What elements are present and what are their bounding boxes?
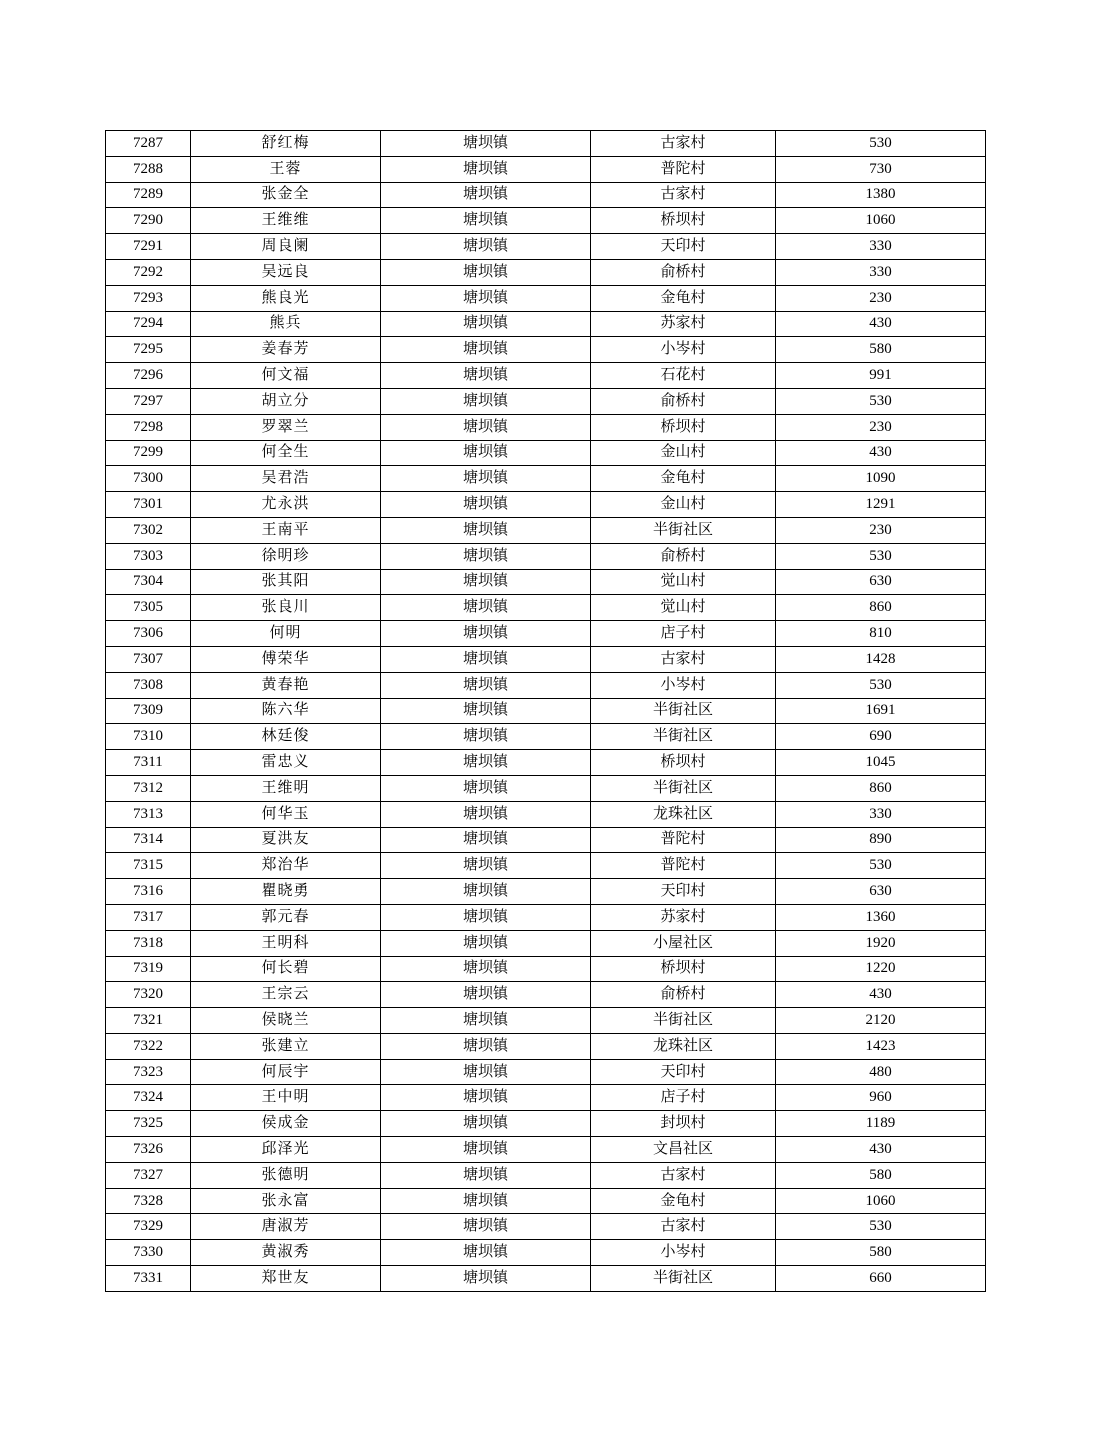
id-cell: 7309: [106, 698, 191, 724]
name-cell: 侯成金: [191, 1111, 381, 1137]
id-cell: 7290: [106, 208, 191, 234]
id-cell: 7303: [106, 543, 191, 569]
id-cell: 7320: [106, 982, 191, 1008]
town-cell: 塘坝镇: [381, 827, 591, 853]
id-cell: 7292: [106, 259, 191, 285]
amount-cell: 430: [776, 311, 986, 337]
name-cell: 王蓉: [191, 156, 381, 182]
id-cell: 7314: [106, 827, 191, 853]
village-cell: 半街社区: [591, 724, 776, 750]
amount-cell: 960: [776, 1085, 986, 1111]
table-row: [106, 982, 986, 1008]
id-cell: 7323: [106, 1059, 191, 1085]
amount-cell: 1060: [776, 1188, 986, 1214]
village-cell: 石花村: [591, 363, 776, 389]
table-row: [106, 1137, 986, 1163]
village-cell: 半街社区: [591, 775, 776, 801]
amount-cell: 1291: [776, 492, 986, 518]
town-cell: 塘坝镇: [381, 1033, 591, 1059]
name-cell: 陈六华: [191, 698, 381, 724]
id-cell: 7299: [106, 440, 191, 466]
table-row: [106, 1085, 986, 1111]
amount-cell: 2120: [776, 1008, 986, 1034]
village-cell: 觉山村: [591, 595, 776, 621]
town-cell: 塘坝镇: [381, 285, 591, 311]
amount-cell: 991: [776, 363, 986, 389]
name-cell: 张良川: [191, 595, 381, 621]
amount-cell: 580: [776, 337, 986, 363]
town-cell: 塘坝镇: [381, 1111, 591, 1137]
table-row: [106, 750, 986, 776]
village-cell: 金龟村: [591, 1188, 776, 1214]
town-cell: 塘坝镇: [381, 982, 591, 1008]
name-cell: 何长碧: [191, 956, 381, 982]
id-cell: 7317: [106, 904, 191, 930]
village-cell: 半街社区: [591, 1008, 776, 1034]
amount-cell: 530: [776, 1214, 986, 1240]
name-cell: 尤永洪: [191, 492, 381, 518]
town-cell: 塘坝镇: [381, 646, 591, 672]
amount-cell: 330: [776, 259, 986, 285]
town-cell: 塘坝镇: [381, 1085, 591, 1111]
table-row: [106, 775, 986, 801]
id-cell: 7287: [106, 131, 191, 157]
id-cell: 7302: [106, 517, 191, 543]
name-cell: 徐明珍: [191, 543, 381, 569]
roster-table: [105, 130, 986, 1292]
village-cell: 桥坝村: [591, 208, 776, 234]
name-cell: 姜春芳: [191, 337, 381, 363]
village-cell: 苏家村: [591, 311, 776, 337]
amount-cell: 630: [776, 879, 986, 905]
name-cell: 黄春艳: [191, 672, 381, 698]
town-cell: 塘坝镇: [381, 1266, 591, 1292]
town-cell: 塘坝镇: [381, 440, 591, 466]
town-cell: 塘坝镇: [381, 853, 591, 879]
id-cell: 7288: [106, 156, 191, 182]
id-cell: 7328: [106, 1188, 191, 1214]
village-cell: 古家村: [591, 1162, 776, 1188]
table-row: [106, 440, 986, 466]
village-cell: 小岑村: [591, 1240, 776, 1266]
table-row: [106, 208, 986, 234]
name-cell: 何文福: [191, 363, 381, 389]
town-cell: 塘坝镇: [381, 801, 591, 827]
amount-cell: 530: [776, 388, 986, 414]
table-row: [106, 621, 986, 647]
name-cell: 王维明: [191, 775, 381, 801]
id-cell: 7316: [106, 879, 191, 905]
name-cell: 王维维: [191, 208, 381, 234]
name-cell: 郑治华: [191, 853, 381, 879]
id-cell: 7322: [106, 1033, 191, 1059]
amount-cell: 580: [776, 1240, 986, 1266]
town-cell: 塘坝镇: [381, 363, 591, 389]
id-cell: 7301: [106, 492, 191, 518]
town-cell: 塘坝镇: [381, 131, 591, 157]
id-cell: 7310: [106, 724, 191, 750]
id-cell: 7304: [106, 569, 191, 595]
village-cell: 小岑村: [591, 672, 776, 698]
village-cell: 俞桥村: [591, 982, 776, 1008]
table-row: [106, 1033, 986, 1059]
amount-cell: 530: [776, 543, 986, 569]
name-cell: 何全生: [191, 440, 381, 466]
town-cell: 塘坝镇: [381, 337, 591, 363]
village-cell: 龙珠社区: [591, 1033, 776, 1059]
town-cell: 塘坝镇: [381, 750, 591, 776]
name-cell: 何明: [191, 621, 381, 647]
table-row: [106, 956, 986, 982]
table-row: [106, 517, 986, 543]
id-cell: 7324: [106, 1085, 191, 1111]
amount-cell: 1428: [776, 646, 986, 672]
id-cell: 7313: [106, 801, 191, 827]
town-cell: 塘坝镇: [381, 956, 591, 982]
table-row: [106, 466, 986, 492]
town-cell: 塘坝镇: [381, 182, 591, 208]
id-cell: 7326: [106, 1137, 191, 1163]
id-cell: 7307: [106, 646, 191, 672]
village-cell: 半街社区: [591, 1266, 776, 1292]
id-cell: 7305: [106, 595, 191, 621]
town-cell: 塘坝镇: [381, 311, 591, 337]
amount-cell: 580: [776, 1162, 986, 1188]
village-cell: 天印村: [591, 234, 776, 260]
table-row: [106, 285, 986, 311]
name-cell: 王南平: [191, 517, 381, 543]
town-cell: 塘坝镇: [381, 208, 591, 234]
table-row: [106, 1240, 986, 1266]
id-cell: 7329: [106, 1214, 191, 1240]
table-row: [106, 414, 986, 440]
village-cell: 封坝村: [591, 1111, 776, 1137]
table-row: [106, 259, 986, 285]
village-cell: 普陀村: [591, 853, 776, 879]
town-cell: 塘坝镇: [381, 930, 591, 956]
amount-cell: 890: [776, 827, 986, 853]
id-cell: 7330: [106, 1240, 191, 1266]
village-cell: 觉山村: [591, 569, 776, 595]
village-cell: 桥坝村: [591, 414, 776, 440]
town-cell: 塘坝镇: [381, 672, 591, 698]
amount-cell: 330: [776, 801, 986, 827]
name-cell: 唐淑芳: [191, 1214, 381, 1240]
id-cell: 7311: [106, 750, 191, 776]
town-cell: 塘坝镇: [381, 724, 591, 750]
amount-cell: 860: [776, 775, 986, 801]
town-cell: 塘坝镇: [381, 1188, 591, 1214]
table-row: [106, 1188, 986, 1214]
name-cell: 张永富: [191, 1188, 381, 1214]
table-row: [106, 827, 986, 853]
id-cell: 7300: [106, 466, 191, 492]
table-row: [106, 595, 986, 621]
name-cell: 王中明: [191, 1085, 381, 1111]
table-row: [106, 904, 986, 930]
town-cell: 塘坝镇: [381, 234, 591, 260]
name-cell: 何华玉: [191, 801, 381, 827]
table-row: [106, 801, 986, 827]
id-cell: 7306: [106, 621, 191, 647]
amount-cell: 630: [776, 569, 986, 595]
name-cell: 罗翠兰: [191, 414, 381, 440]
name-cell: 傅荣华: [191, 646, 381, 672]
id-cell: 7318: [106, 930, 191, 956]
village-cell: 天印村: [591, 879, 776, 905]
town-cell: 塘坝镇: [381, 595, 591, 621]
amount-cell: 1380: [776, 182, 986, 208]
town-cell: 塘坝镇: [381, 414, 591, 440]
name-cell: 何辰宇: [191, 1059, 381, 1085]
amount-cell: 530: [776, 672, 986, 698]
name-cell: 王宗云: [191, 982, 381, 1008]
village-cell: 小屋社区: [591, 930, 776, 956]
amount-cell: 230: [776, 517, 986, 543]
name-cell: 熊良光: [191, 285, 381, 311]
amount-cell: 430: [776, 440, 986, 466]
amount-cell: 430: [776, 1137, 986, 1163]
town-cell: 塘坝镇: [381, 388, 591, 414]
amount-cell: 1220: [776, 956, 986, 982]
name-cell: 胡立分: [191, 388, 381, 414]
amount-cell: 690: [776, 724, 986, 750]
roster-table-body: [106, 131, 986, 1292]
name-cell: 邱泽光: [191, 1137, 381, 1163]
amount-cell: 1423: [776, 1033, 986, 1059]
table-row: [106, 363, 986, 389]
village-cell: 苏家村: [591, 904, 776, 930]
amount-cell: 1920: [776, 930, 986, 956]
amount-cell: 810: [776, 621, 986, 647]
village-cell: 文昌社区: [591, 1137, 776, 1163]
name-cell: 瞿晓勇: [191, 879, 381, 905]
name-cell: 张其阳: [191, 569, 381, 595]
village-cell: 古家村: [591, 182, 776, 208]
town-cell: 塘坝镇: [381, 1008, 591, 1034]
id-cell: 7298: [106, 414, 191, 440]
table-row: [106, 131, 986, 157]
id-cell: 7319: [106, 956, 191, 982]
name-cell: 周良阑: [191, 234, 381, 260]
id-cell: 7327: [106, 1162, 191, 1188]
name-cell: 张建立: [191, 1033, 381, 1059]
id-cell: 7325: [106, 1111, 191, 1137]
town-cell: 塘坝镇: [381, 517, 591, 543]
town-cell: 塘坝镇: [381, 1137, 591, 1163]
name-cell: 熊兵: [191, 311, 381, 337]
amount-cell: 1189: [776, 1111, 986, 1137]
village-cell: 古家村: [591, 131, 776, 157]
name-cell: 吴远良: [191, 259, 381, 285]
name-cell: 张金全: [191, 182, 381, 208]
amount-cell: 1090: [776, 466, 986, 492]
name-cell: 黄淑秀: [191, 1240, 381, 1266]
name-cell: 郑世友: [191, 1266, 381, 1292]
town-cell: 塘坝镇: [381, 879, 591, 905]
village-cell: 龙珠社区: [591, 801, 776, 827]
table-row: [106, 543, 986, 569]
village-cell: 普陀村: [591, 827, 776, 853]
village-cell: 俞桥村: [591, 259, 776, 285]
amount-cell: 480: [776, 1059, 986, 1085]
amount-cell: 1691: [776, 698, 986, 724]
name-cell: 郭元春: [191, 904, 381, 930]
table-row: [106, 1111, 986, 1137]
village-cell: 半街社区: [591, 517, 776, 543]
name-cell: 舒红梅: [191, 131, 381, 157]
id-cell: 7308: [106, 672, 191, 698]
village-cell: 桥坝村: [591, 750, 776, 776]
table-row: [106, 1266, 986, 1292]
village-cell: 桥坝村: [591, 956, 776, 982]
town-cell: 塘坝镇: [381, 569, 591, 595]
village-cell: 金山村: [591, 440, 776, 466]
amount-cell: 230: [776, 285, 986, 311]
town-cell: 塘坝镇: [381, 1240, 591, 1266]
town-cell: 塘坝镇: [381, 259, 591, 285]
town-cell: 塘坝镇: [381, 466, 591, 492]
id-cell: 7315: [106, 853, 191, 879]
town-cell: 塘坝镇: [381, 543, 591, 569]
name-cell: 吴君浩: [191, 466, 381, 492]
village-cell: 俞桥村: [591, 543, 776, 569]
town-cell: 塘坝镇: [381, 698, 591, 724]
table-row: [106, 1059, 986, 1085]
village-cell: 古家村: [591, 646, 776, 672]
town-cell: 塘坝镇: [381, 775, 591, 801]
name-cell: 雷忠义: [191, 750, 381, 776]
table-row: [106, 1162, 986, 1188]
table-row: [106, 1008, 986, 1034]
village-cell: 天印村: [591, 1059, 776, 1085]
village-cell: 普陀村: [591, 156, 776, 182]
table-row: [106, 311, 986, 337]
id-cell: 7294: [106, 311, 191, 337]
table-row: [106, 337, 986, 363]
id-cell: 7321: [106, 1008, 191, 1034]
table-row: [106, 492, 986, 518]
village-cell: 小岑村: [591, 337, 776, 363]
village-cell: 半街社区: [591, 698, 776, 724]
id-cell: 7312: [106, 775, 191, 801]
amount-cell: 330: [776, 234, 986, 260]
amount-cell: 660: [776, 1266, 986, 1292]
village-cell: 金山村: [591, 492, 776, 518]
table-row: [106, 853, 986, 879]
id-cell: 7291: [106, 234, 191, 260]
table-row: [106, 646, 986, 672]
amount-cell: 730: [776, 156, 986, 182]
table-row: [106, 234, 986, 260]
town-cell: 塘坝镇: [381, 1214, 591, 1240]
table-row: [106, 724, 986, 750]
amount-cell: 230: [776, 414, 986, 440]
town-cell: 塘坝镇: [381, 1162, 591, 1188]
table-row: [106, 569, 986, 595]
amount-cell: 1060: [776, 208, 986, 234]
amount-cell: 860: [776, 595, 986, 621]
table-row: [106, 698, 986, 724]
village-cell: 古家村: [591, 1214, 776, 1240]
village-cell: 金龟村: [591, 466, 776, 492]
name-cell: 侯晓兰: [191, 1008, 381, 1034]
name-cell: 王明科: [191, 930, 381, 956]
table-row: [106, 672, 986, 698]
town-cell: 塘坝镇: [381, 156, 591, 182]
town-cell: 塘坝镇: [381, 904, 591, 930]
amount-cell: 530: [776, 131, 986, 157]
village-cell: 店子村: [591, 621, 776, 647]
name-cell: 林廷俊: [191, 724, 381, 750]
id-cell: 7295: [106, 337, 191, 363]
id-cell: 7289: [106, 182, 191, 208]
table-row: [106, 388, 986, 414]
table-row: [106, 930, 986, 956]
village-cell: 俞桥村: [591, 388, 776, 414]
amount-cell: 530: [776, 853, 986, 879]
table-row: [106, 1214, 986, 1240]
town-cell: 塘坝镇: [381, 492, 591, 518]
amount-cell: 430: [776, 982, 986, 1008]
amount-cell: 1045: [776, 750, 986, 776]
table-row: [106, 879, 986, 905]
table-row: [106, 156, 986, 182]
name-cell: 夏洪友: [191, 827, 381, 853]
id-cell: 7297: [106, 388, 191, 414]
id-cell: 7331: [106, 1266, 191, 1292]
town-cell: 塘坝镇: [381, 621, 591, 647]
amount-cell: 1360: [776, 904, 986, 930]
table-row: [106, 182, 986, 208]
town-cell: 塘坝镇: [381, 1059, 591, 1085]
village-cell: 店子村: [591, 1085, 776, 1111]
name-cell: 张德明: [191, 1162, 381, 1188]
id-cell: 7296: [106, 363, 191, 389]
village-cell: 金龟村: [591, 285, 776, 311]
id-cell: 7293: [106, 285, 191, 311]
